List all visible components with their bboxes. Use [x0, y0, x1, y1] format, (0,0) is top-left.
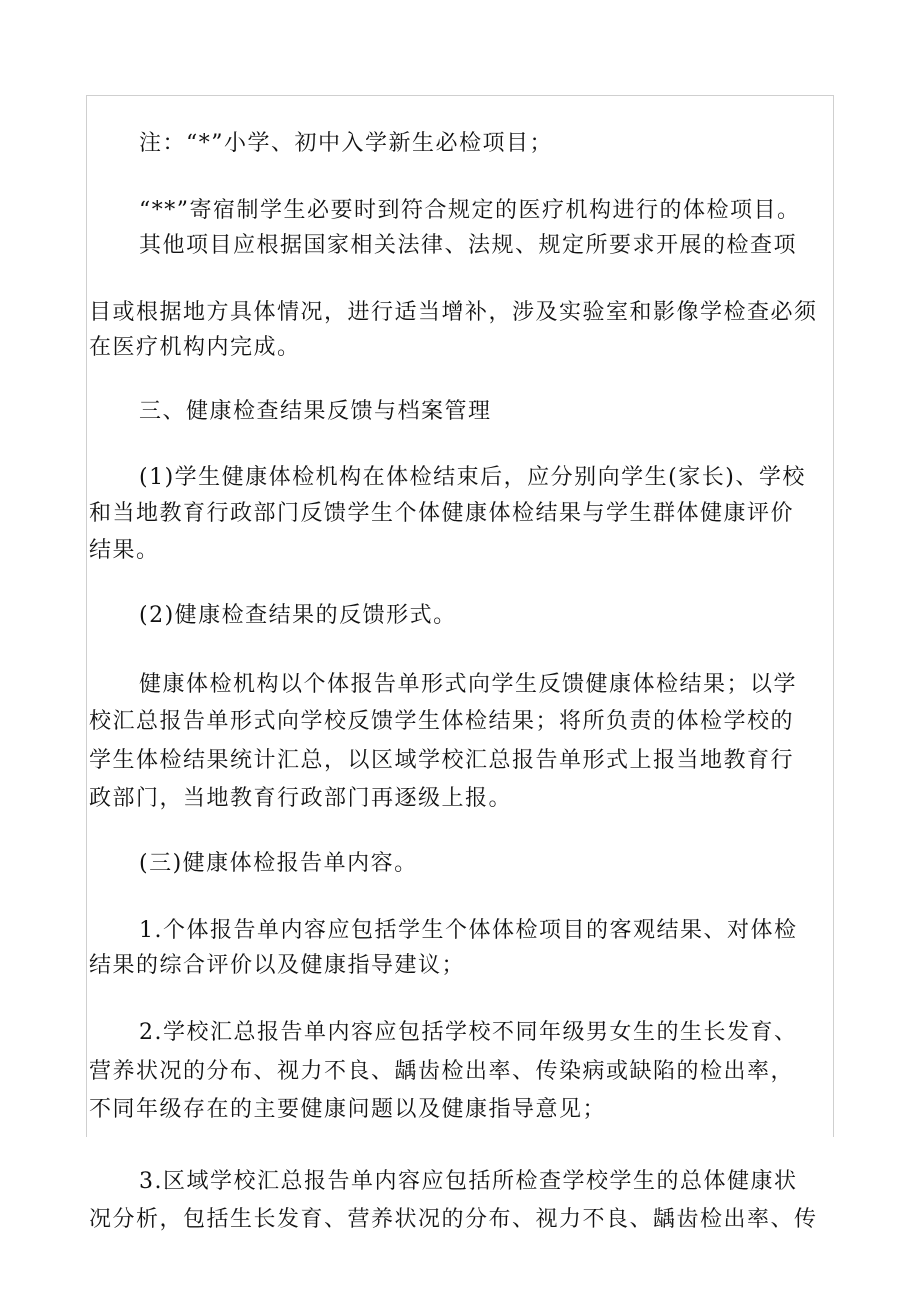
- subheading: (三)健康体检报告单内容。: [139, 851, 418, 876]
- section-heading: 三、健康检查结果反馈与档案管理: [139, 399, 492, 424]
- paragraph-line: 学生体检结果统计汇总，以区域学校汇总报告单形式上报当地教育行: [89, 748, 795, 773]
- paragraph-line: 其他项目应根据国家相关法律、法规、规定所要求开展的检查项: [139, 233, 798, 258]
- paragraph-line: 政部门，当地教育行政部门再逐级上报。: [89, 786, 513, 811]
- list-item-2-cont: 不同年级存在的主要健康问题以及健康指导意见；: [89, 1097, 607, 1122]
- paragraph-line: 在医疗机构内完成。: [89, 335, 301, 360]
- list-item-3: 3.区域学校汇总报告单内容应包括所检查学校学生的总体健康状: [139, 1169, 798, 1194]
- note-line-2: “**”寄宿制学生必要时到符合规定的医疗机构进行的体检项目。: [139, 198, 801, 223]
- paragraph-line: 校汇总报告单形式向学校反馈学生体检结果；将所负责的体检学校的: [89, 709, 795, 734]
- note-line-1: 注：“*”小学、初中入学新生必检项目；: [139, 131, 553, 156]
- paragraph-line: 目或根据地方具体情况，进行适当增补，涉及实验室和影像学检查必须: [89, 300, 818, 325]
- list-item-2-cont: 营养状况的分布、视力不良、龋齿检出率、传染病或缺陷的检出率，: [89, 1059, 795, 1084]
- paragraph-line: (1)学生健康体检机构在体检结束后，应分别向学生(家长)、学校: [139, 465, 806, 490]
- list-item-3-cont: 况分析，包括生长发育、营养状况的分布、视力不良、龋齿检出率、传: [89, 1207, 818, 1232]
- paragraph-line: 健康体检机构以个体报告单形式向学生反馈健康体检结果；以学: [139, 672, 798, 697]
- list-item-2: 2.学校汇总报告单内容应包括学校不同年级男女生的生长发育、: [139, 1020, 798, 1045]
- paragraph-line: 和当地教育行政部门反馈学生个体健康体检结果与学生群体健康评价: [89, 501, 795, 526]
- list-item-1: 1.个体报告单内容应包括学生个体体检项目的客观结果、对体检: [139, 918, 798, 943]
- subheading: (2)健康检查结果的反馈形式。: [139, 603, 457, 628]
- paragraph-line: 结果。: [89, 538, 160, 563]
- list-item-1-cont: 结果的综合评价以及健康指导建议；: [89, 953, 466, 978]
